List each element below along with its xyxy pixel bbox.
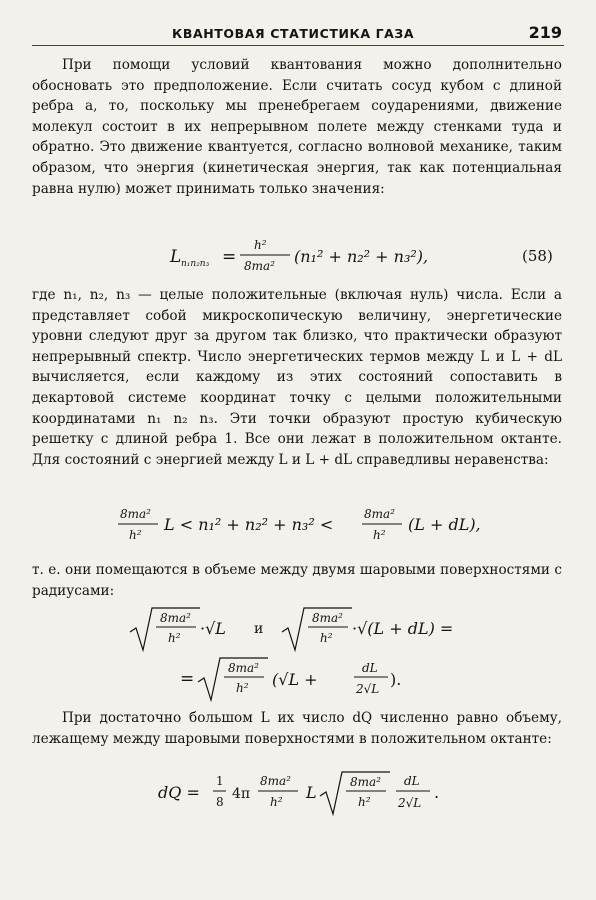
running-title: КВАНТОВАЯ СТАТИСТИКА ГАЗА <box>172 26 415 41</box>
equation-58 <box>32 232 562 280</box>
eq58-rhs: (n₁² + n₂² + n₃²), <box>294 247 429 266</box>
page-header <box>0 20 596 46</box>
radii-paren-open: (√L + <box>272 670 318 689</box>
dq-numerator: 8ma² <box>260 774 291 788</box>
paragraph-4: При достаточно большом L их число dQ численно равно объему, лежащему между шаровыми поверхностями в положительном октанте: <box>32 710 562 747</box>
eq58-equals: = <box>222 247 237 267</box>
radii-and: и <box>254 621 264 637</box>
dq-numerator-2: 8ma² <box>350 775 381 789</box>
ineq-denominator-2: h² <box>373 528 386 542</box>
equation-dq <box>32 768 562 820</box>
ineq-middle: L < n₁² + n₂² + n₃² < <box>164 515 334 534</box>
dq-dl: dL <box>404 774 420 788</box>
dq-lhs: dQ = <box>158 783 200 802</box>
ineq-numerator: 8ma² <box>120 507 151 521</box>
radii-denominator-1: h² <box>168 631 181 645</box>
paragraph-3: т. е. они помещаются в объеме между двумя шаровыми поверхностями с радиусами: <box>32 562 562 599</box>
radii-sqrt-l-dl: ·√(L + dL) = <box>352 619 454 638</box>
eq58-subscript: n₁n₂n₃ <box>181 259 210 269</box>
ineq-numerator-2: 8ma² <box>364 507 395 521</box>
dq-l: L <box>306 783 317 802</box>
radii-equals: = <box>180 669 195 689</box>
dq-denominator-2: h² <box>358 795 371 809</box>
paragraph-2: где n₁, n₂, n₃ — целые положительные (включая нуль) числа. Если a представляет собой микроскопическую величину, энергетические уровни следуют друг за другом так близко, что практически образуют непрерывный спектр. Число энергетических термов между L и L + dL вычисляется, если каждому из этих состояний сопоставить в декартовой системе координат точку с целыми положительными координатами n₁ n₂ n₃. Эти точки образуют простую кубическую решетку с длиной ребра 1. Все они лежат в положительном октанте. Для состояний с энергией между L и L + dL справедливы неравенства: <box>32 287 562 468</box>
equation-inequality <box>32 502 562 546</box>
ineq-tail: (L + dL), <box>408 515 481 534</box>
page-number: 219 <box>528 23 562 42</box>
dq-denominator: h² <box>270 795 283 809</box>
dq-2sqrtl: 2√L <box>398 796 422 810</box>
radii-denominator-3: h² <box>236 681 249 695</box>
equation-radii <box>32 606 562 702</box>
radii-numerator-2: 8ma² <box>312 611 343 625</box>
radii-2sqrtl: 2√L <box>356 682 380 696</box>
radii-sqrt-l: ·√L <box>200 619 226 638</box>
paragraph-1: При помощи условий квантования можно дополнительно обосновать это предположение. Если считать сосуд кубом с длиной ребра a, то, поскольку мы пренебрегаем соударениями, движение молекул состоит в их непрерывном полете между стенками туда и обратно. Это движение квантуется, согласно волновой механике, таким образом, что энергия (кинетическая энергия, так как потенциальная равна нулю) может принимать только значения: <box>32 57 562 197</box>
radii-paren-close: ). <box>390 670 402 689</box>
eq58-tag: (58) <box>522 247 553 265</box>
dq-one: 1 <box>216 774 224 788</box>
eq58-denominator: 8ma² <box>244 259 275 273</box>
eq58-lhs: L <box>170 247 182 267</box>
ineq-denominator: h² <box>129 528 142 542</box>
dq-4pi: 4π <box>232 786 251 802</box>
radii-numerator-1: 8ma² <box>160 611 191 625</box>
eq58-numerator: h² <box>254 238 267 252</box>
radii-denominator-2: h² <box>320 631 333 645</box>
radii-numerator-3: 8ma² <box>228 661 259 675</box>
header-rule <box>32 45 564 46</box>
radii-dl: dL <box>362 661 378 675</box>
dq-eight: 8 <box>216 795 224 809</box>
dq-end: . <box>434 783 440 802</box>
